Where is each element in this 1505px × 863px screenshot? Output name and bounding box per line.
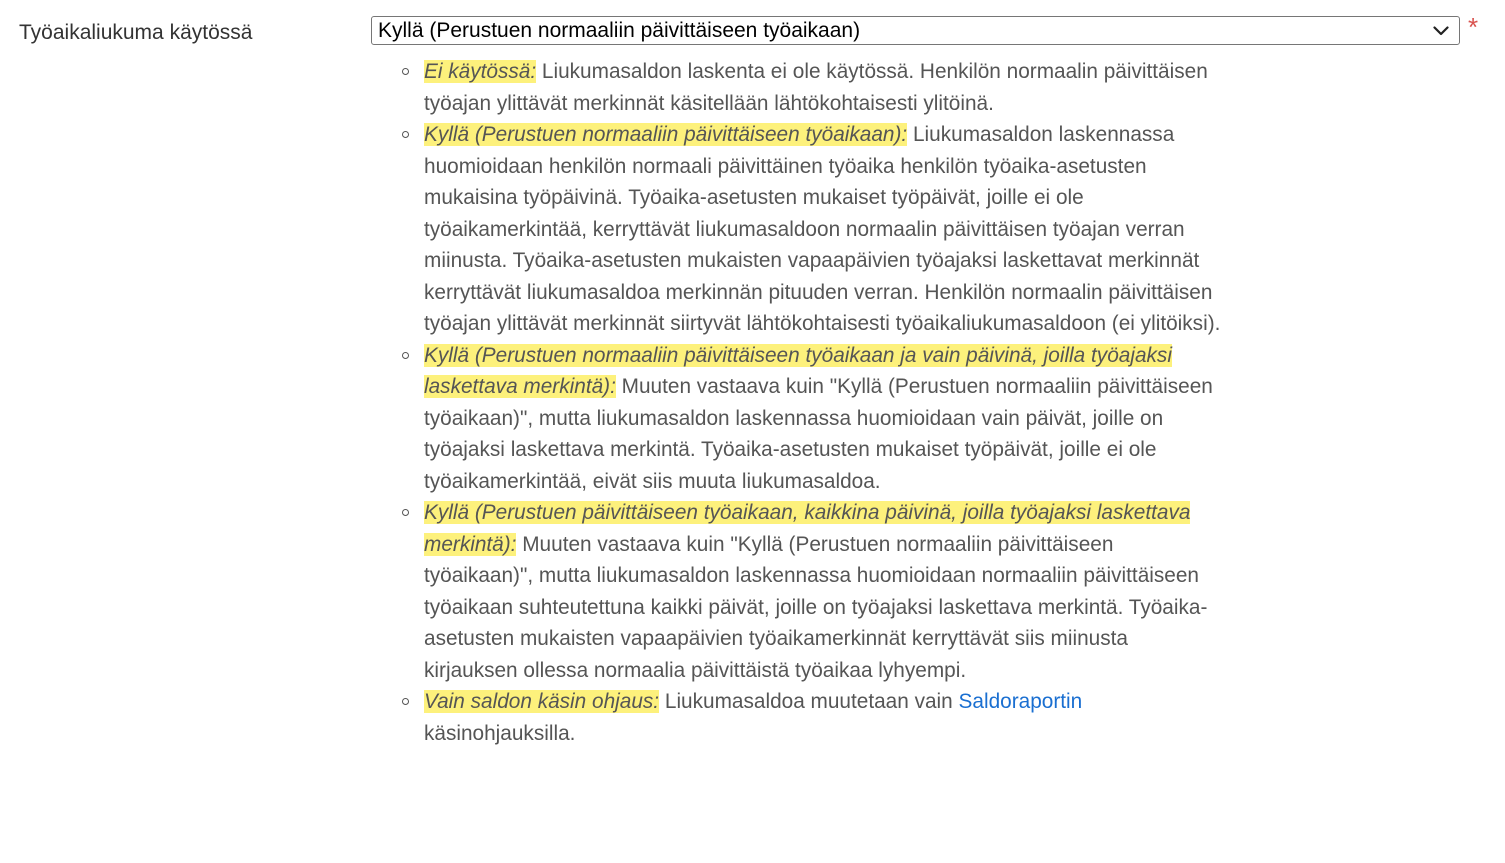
- option-description-vain-kasin-ohjaus: [424, 686, 1224, 749]
- option-term: Ei käytössä:: [424, 60, 537, 83]
- hollow-circle-bullet-icon: [402, 68, 409, 75]
- hollow-circle-bullet-icon: [402, 131, 409, 138]
- hollow-circle-bullet-icon: [402, 509, 409, 516]
- option-description-kylla-normaali: [424, 119, 1224, 340]
- option-text: käsinohjauksilla.: [424, 721, 576, 745]
- option-term: Kyllä (Perustuen päivittäiseen työaikaan, kaikkina päivinä, joilla työajaksi laskettava merkintä):: [424, 501, 1191, 556]
- field-label: Työaikaliukuma käytössä: [19, 21, 253, 44]
- option-term: Vain saldon käsin ohjaus:: [424, 690, 660, 713]
- option-description-ei-kaytossa: [424, 56, 1224, 119]
- option-term: Kyllä (Perustuen normaaliin päivittäiseen työaikaan ja vain päivinä, joilla työajaksi laskettava merkintä):: [424, 343, 1172, 398]
- hollow-circle-bullet-icon: [402, 352, 409, 359]
- select-selected-value: Kyllä (Perustuen normaaliin päivittäiseen työaikaan): [378, 18, 861, 42]
- option-descriptions-list: [424, 56, 1224, 749]
- option-term: Kyllä (Perustuen normaaliin päivittäiseen työaikaan):: [424, 123, 908, 146]
- option-text: Muuten vastaava kuin "Kyllä (Perustuen normaaliin päivittäiseen työaikaan)", mutta liukumasaldon laskennassa huomioidaan normaaliin päivittäiseen työaikaan suhteutettuna kaikki päivät, joille on työajaksi laskettava merkintä. Työaika-asetusten mukaisten vapaapäivien työaikamerkinnät kerryttävät siis miinusta kirjauksen ollessa normaalia päivittäistä työaikaa lyhyempi.: [424, 532, 1208, 682]
- required-indicator: *: [1468, 12, 1479, 42]
- option-text: Liukumasaldoa muutetaan vain: [659, 690, 959, 713]
- chevron-down-icon: [1431, 21, 1451, 41]
- option-description-kylla-kaikkina-paivina: [424, 497, 1224, 686]
- option-text: Liukumasaldon laskennassa huomioidaan henkilön normaali päivittäinen työaika henkilön työaika-asetusten mukaisina työpäivinä. Työaika-asetusten mukaiset työpäivät, joille ei ole työaikamerkintää, kerryttävät liukumasaldoon normaalin päivittäisen työajan verran miinusta. Työaika-asetusten mukaisten vapaapäivien työajaksi laskettavat merkinnät kerryttävät liukumasaldoa merkinnän pituuden verran. Henkilön normaalin päivittäisen työajan ylittävät merkinnät siirtyvät lähtökohtaisesti työaikaliukumasaldoon (ei ylitöiksi).: [424, 123, 1221, 335]
- option-description-kylla-vain-paivina: [424, 340, 1224, 498]
- option-text: Muuten vastaava kuin "Kyllä (Perustuen normaaliin päivittäiseen työaikaan)", mutta liukumasaldon laskennassa huomioidaan vain päivät, joille on työajaksi laskettava merkintä. Työaika-asetusten mukaiset työpäivät, joille ei ole työaikamerkintää, eivät siis muuta liukumasaldoa.: [424, 375, 1213, 493]
- option-text: Liukumasaldon laskenta ei ole käytössä. Henkilön normaalin päivittäisen työajan ylittävät merkinnät käsitellään lähtökohtaisesti ylitöinä.: [424, 60, 1208, 115]
- hollow-circle-bullet-icon: [402, 698, 409, 705]
- saldoraportti-link[interactable]: Saldoraportin: [958, 690, 1083, 713]
- work-time-flex-select[interactable]: [371, 16, 1460, 45]
